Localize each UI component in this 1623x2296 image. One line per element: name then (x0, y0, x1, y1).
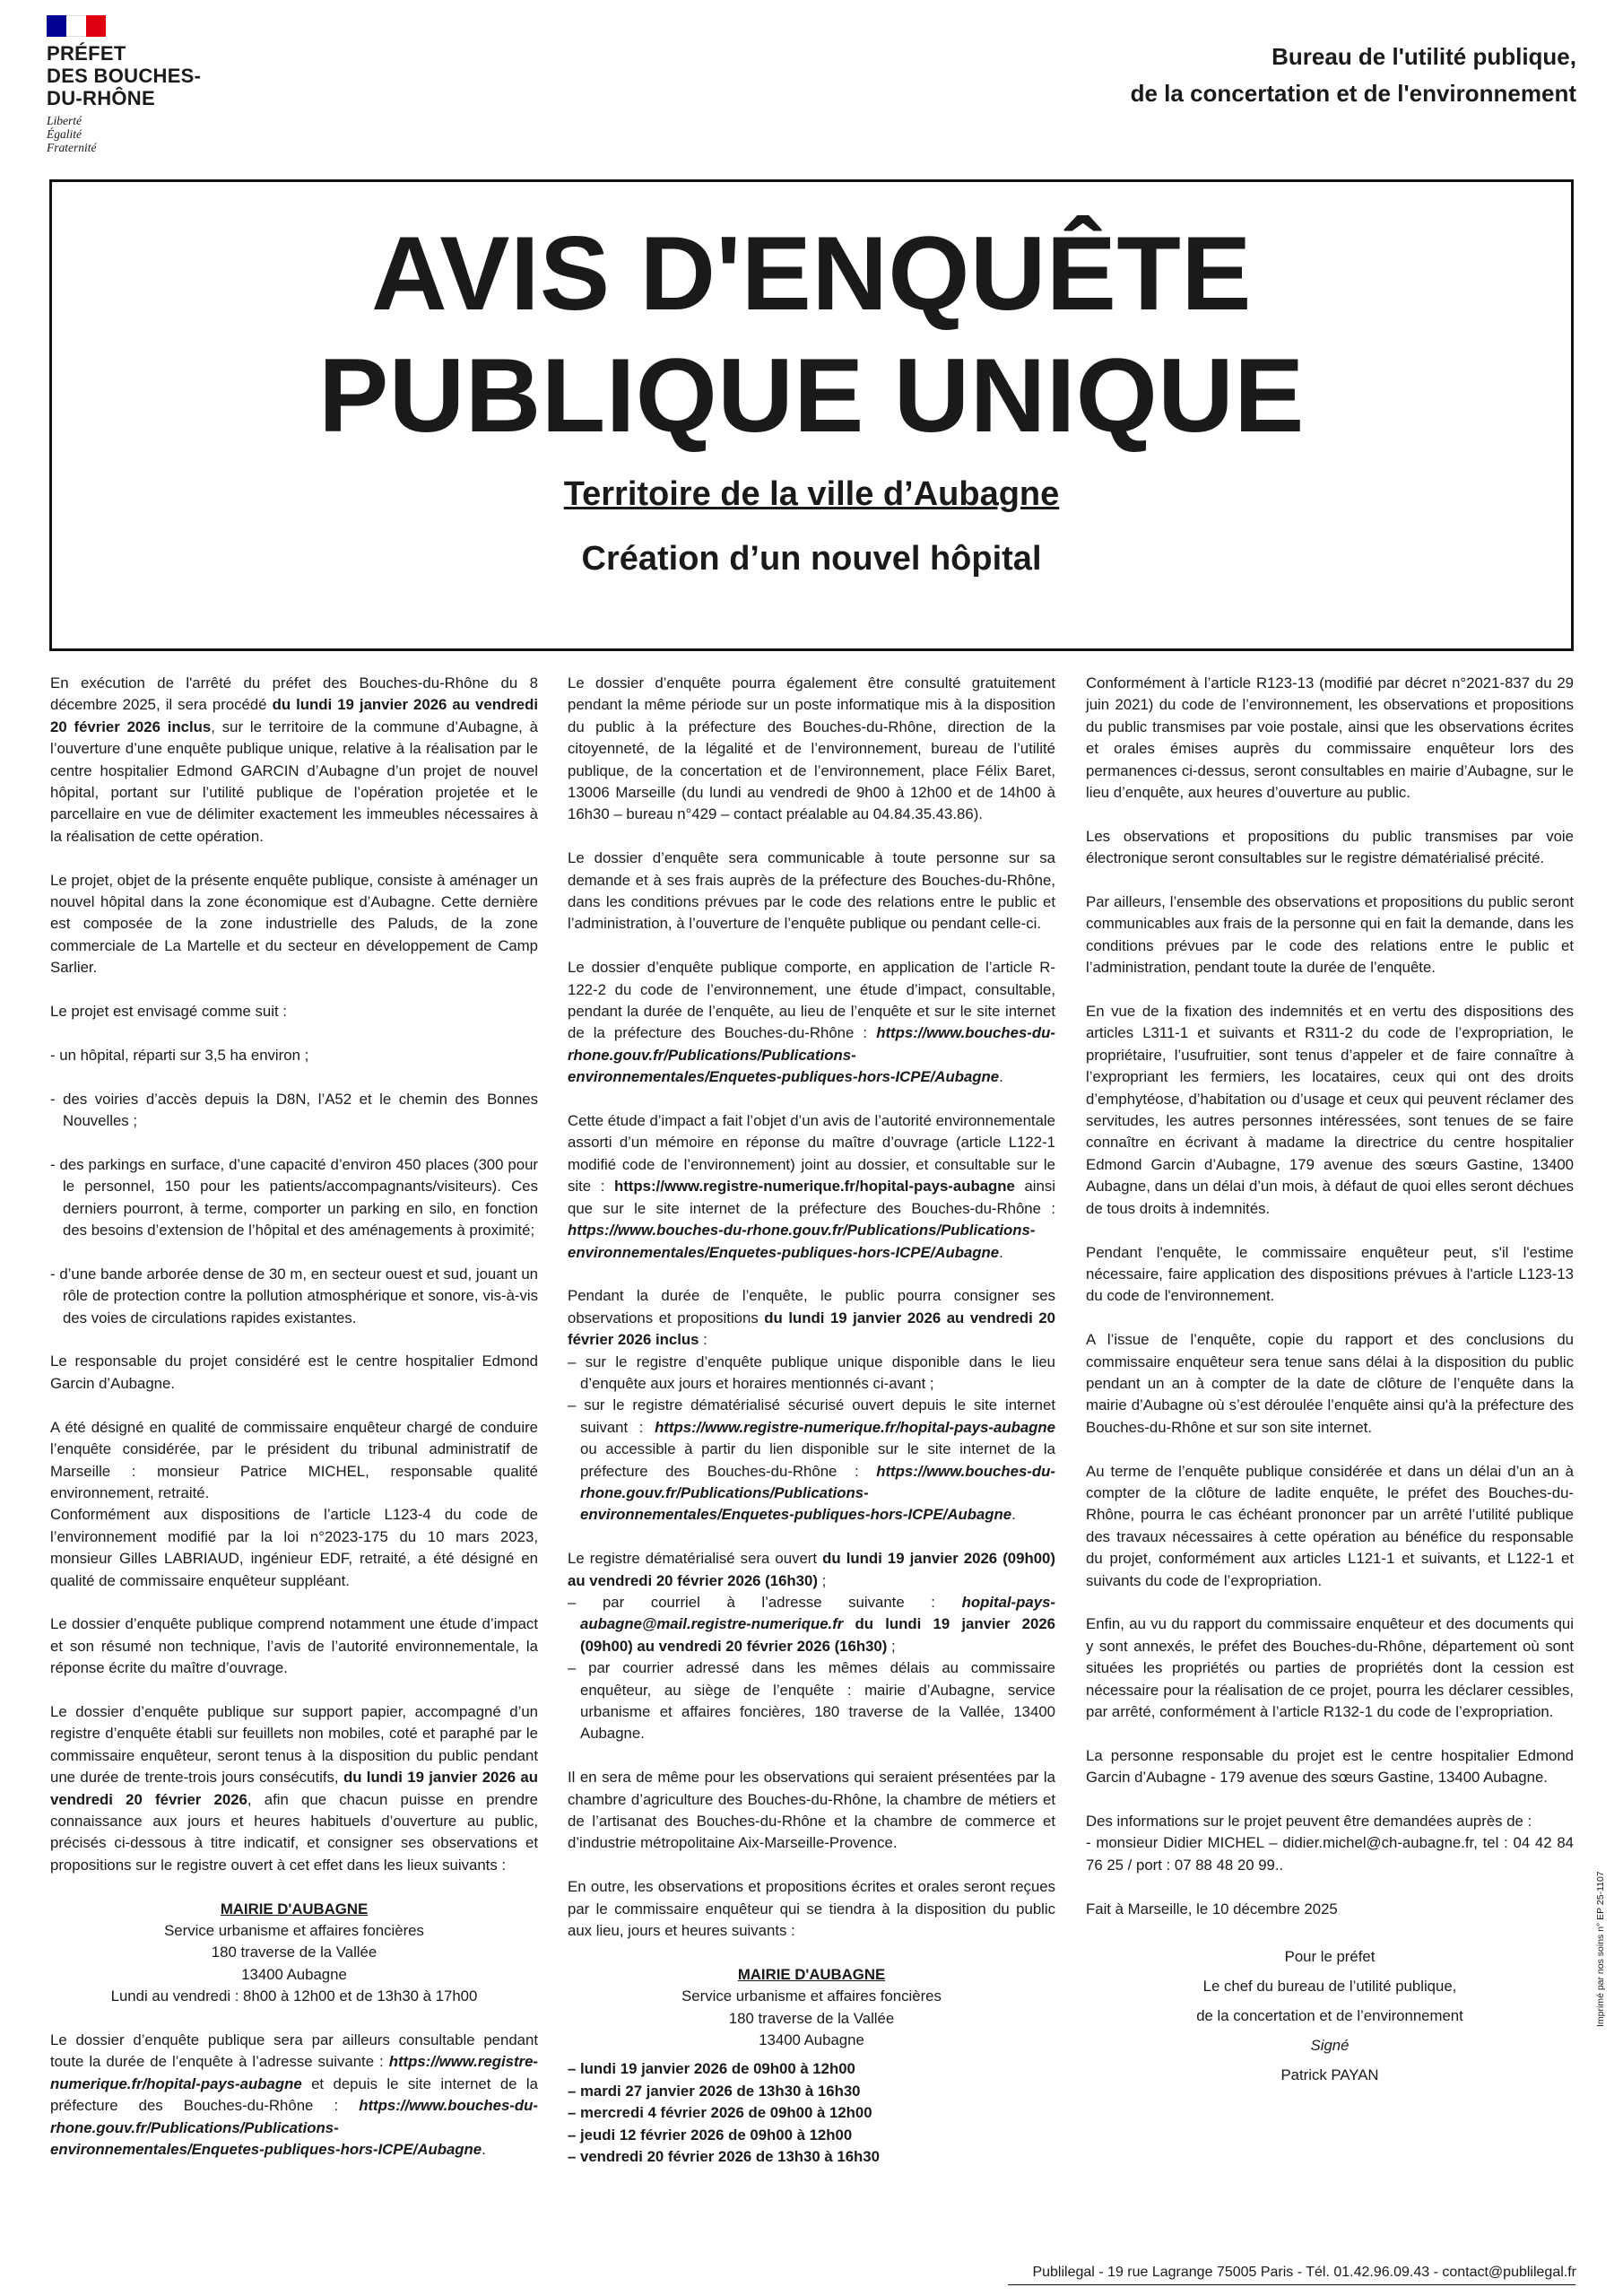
link[interactable]: https://www.bouches-du-rhone.gouv.fr/Publications/Publications-environnementales/Enquetes-publiques-hors-ICPE/Aubagne (568, 1222, 1036, 1261)
paragraph: Des informations sur le projet peuvent être demandées auprès de : (1086, 1812, 1532, 1830)
creation-subtitle: Création d’un nouvel hôpital (581, 540, 1042, 578)
link[interactable]: https://www.registre-numerique.fr/hopital-pays-aubagne (50, 2053, 538, 2092)
address-line: Service urbanisme et affaires foncières (164, 1921, 424, 1939)
prefet-logo-text: PRÉFET DES BOUCHES- DU-RHÔNE (47, 42, 202, 109)
column-1 (50, 673, 538, 2183)
list-item: - des parkings en surface, d’une capacité d’environ 450 places (300 pour le personnel, 150 pour les patients/accompagnants/visiteurs). Ces derniers pourront, à terme, comporter un parking en silo, en fonction des besoins d’extension de l’hôpital et des aménagements à proximité; (50, 1155, 538, 1239)
link[interactable]: https://www.bouches-du-rhone.gouv.fr/Publications/Publications-environnementales/Enquetes-publiques-hors-ICPE/Aubagne (568, 1024, 1055, 1086)
paragraph: Conformément aux dispositions de l’article L123-4 du code de l’environnement modifié par la loi n°2023-175 du 10 mars 2023, monsieur Gilles LABRIAUD, ingénieur EDF, retraité, a été désigné en qualité de commissaire enquêteur suppléant. (50, 1506, 538, 1589)
date-item: – vendredi 20 février 2026 de 13h30 à 16h30 (568, 2148, 880, 2166)
paragraph: Le projet est envisagé comme suit : (50, 1003, 287, 1021)
list-item: - d’une bande arborée dense de 30 m, en secteur ouest et sud, jouant un rôle de protection contre la pollution atmosphérique et sonore, vis-à-vis des voies de circulations rapides existantes. (50, 1265, 538, 1326)
paragraph: Au terme de l’enquête publique considérée et dans un délai d’un an à compter de la clôture de ladite enquête, le préfet des Bouches-du-Rhône, pourra le cas échéant prononcer par un arrêté l’utilité publique des travaux nécessaires à cette opération au bénéfice du responsable du projet, conformément aux articles L121-1 et suivants, et L122-1 et suivants du code de l’expropriation. (1086, 1462, 1574, 1589)
date-item: – mardi 27 janvier 2026 de 13h30 à 16h30 (568, 2082, 861, 2100)
opening-hours: Lundi au vendredi : 8h00 à 12h00 et de 13h30 à 17h00 (110, 1987, 478, 2005)
list-item: – par courrier adressé dans les mêmes délais au commissaire enquêteur, au siège de l’enquête : mairie d’Aubagne, service urbanisme et affaires foncières, 180 traverse de la Vallée, 13400 Aubagne. (568, 1659, 1055, 1743)
signature-line: Le chef du bureau de l’utilité publique, (1202, 1978, 1457, 1996)
paragraph: Le projet, objet de la présente enquête publique, consiste à aménager un nouvel hôpital dans la zone économique est d’Aubagne. Cette dernière est composée de la zone industrielle des Paluds, de la zone commerciale de La Martelle et du secteur en développement de Camp Sarlier. (50, 871, 538, 977)
mairie-title: MAIRIE D'AUBAGNE (220, 1900, 369, 1918)
paragraph: Le responsable du projet considéré est le centre hospitalier Edmond Garcin d’Aubagne. (50, 1352, 538, 1392)
marianne-flag-logo (47, 15, 106, 37)
signature-line: de la concertation et de l’environnement (1196, 2007, 1463, 2025)
address-line: 180 traverse de la Vallée (728, 2009, 895, 2027)
date-item: – mercredi 4 février 2026 de 09h00 à 12h00 (568, 2104, 872, 2122)
paragraph: Le dossier d’enquête pourra également être consulté gratuitement pendant la même période sur un poste informatique mis à la disposition du public à la préfecture des Bouches-du-Rhône, direction de la citoyenneté, de la légalité et de l’environnement, bureau de l’utilité publique, de la concertation et de l’environnement, place Félix Baret, 13006 Marseille (du lundi au vendredi de 9h00 à 12h00 et de 14h00 à 16h30 – bureau n°429 – contact préalable au 04.84.35.43.86). (568, 674, 1055, 823)
print-note: Imprimé par nos soins n° EP 25-1107 (1595, 1871, 1606, 2027)
address-line: Service urbanisme et affaires foncières (681, 1987, 942, 2005)
title-box (49, 179, 1574, 651)
paragraph: La personne responsable du projet est le centre hospitalier Edmond Garcin d’Aubagne - 179 avenue des sœurs Gastine, 13400 Aubagne. (1086, 1746, 1574, 1787)
paragraph: Pendant la durée de l’enquête, le public pourra consigner ses observations et propositions du lundi 19 janvier 2026 au vendredi 20 février 2026 inclus : (568, 1287, 1055, 1349)
territoire-subtitle: Territoire de la ville d’Aubagne (563, 475, 1060, 513)
list-item: - des voiries d’accès depuis la D8N, l’A52 et le chemin des Bonnes Nouvelles ; (50, 1090, 538, 1130)
paragraph: Conformément à l’article R123-13 (modifié par décret n°2021-837 du 29 juin 2021) du code de l’environnement, les observations et propositions du public transmises par voie postale, ainsi que les observations écrites et orales émises auprès du commissaire enquêteur lors des permanences ci-dessus, seront consultables en mairie d’Aubagne, sur le lieu d’enquête, aux heures d’ouverture au public. (1086, 674, 1574, 802)
paragraph: Le dossier d’enquête publique sur support papier, accompagné d’un registre d’enquête établi sur feuillets non mobiles, coté et paraphé par le commissaire enquêteur, seront tenus à la disposition du public pendant une durée de trente-trois jours consécutifs, du lundi 19 janvier 2026 au vendredi 20 février 2026, afin que chacun puisse en prendre connaissance aux jours et heures habituels d’ouverture au public, précisés ci-dessous à titre indicatif, et consigner ses observations et propositions sur le registre ouvert à cet effet dans les lieux suivants : (50, 1702, 539, 1874)
paragraph: Le dossier d’enquête sera communicable à toute personne sur sa demande et à ses frais auprès de la préfecture des Bouches-du-Rhône, dans les conditions prévues par le code des relations entre le public et l’administration, à l’ouverture de l’enquête publique ou pendant celle-ci. (568, 849, 1055, 933)
footer-divider (1008, 2284, 1575, 2285)
paragraph: Le dossier d’enquête publique sera par ailleurs consultable pendant toute la durée de l’enquête à l’adresse suivante : https://www.registre-numerique.fr/hopital-pays-aubagne et depuis le site internet de la préfecture des Bouches-du-Rhône : https://www.bouches-du-rhone.gouv.fr/Publications/Publications-environnementales/Enquetes-publiques-hors-ICPE/Aubagne. (50, 2031, 538, 2159)
column-2 (568, 673, 1055, 2169)
paragraph: En vue de la fixation des indemnités et en vertu des dispositions des articles L311-1 et suivants et R311-2 du code de l’expropriation, le propriétaire, l’usufruitier, sont tenus d’appeler et de faire connaître à l’expropriant les fermiers, les locataires, ceux qui ont des droits d’emphytéose, d’habitation ou d’usage et ceux qui peuvent réclamer des servitudes, les autres personnes intéressées, sont tenues de se faire connaître en écrivant à madame la directrice du centre hospitalier Edmond Garcin d’Aubagne, 179 avenue des sœurs Gastine, 13400 Aubagne, dans un délai d’un mois, à défaut de quoi elles seront déchues de tous droits à indemnités. (1086, 1003, 1574, 1217)
paragraph: Les observations et propositions du public transmises par voie électronique seront consultables sur le registre dématérialisé précité. (1086, 827, 1574, 867)
address-line: 13400 Aubagne (241, 1965, 347, 1983)
footer-publilegal: Publilegal - 19 rue Lagrange 75005 Paris - Tél. 01.42.96.09.43 - contact@publilegal.fr (1032, 2265, 1576, 2280)
link[interactable]: https://www.bouches-du-rhone.gouv.fr/Publications/Publications-environnementales/Enquetes-publiques-hors-ICPE/Aubagne (50, 2097, 538, 2159)
fait-a: Fait à Marseille, le 10 décembre 2025 (1086, 1900, 1338, 1918)
link[interactable]: https://www.registre-numerique.fr/hopital-pays-aubagne (613, 1178, 1015, 1196)
paragraph: Il en sera de même pour les observations qui seraient présentées par la chambre d’agriculture des Bouches-du-Rhône, la chambre de métiers et de l’artisanat des Bouches-du-Rhône et la chambre de commerce et d’industrie métropolitaine Aix-Marseille-Provence. (568, 1769, 1055, 1852)
list-item: - un hôpital, réparti sur 3,5 ha environ ; (50, 1046, 309, 1064)
paragraph: A été désigné en qualité de commissaire enquêteur chargé de conduire l’enquête considérée, par le président du tribunal administratif de Marseille : monsieur Patrice MICHEL, responsable qualité environnement, retraité. (50, 1418, 538, 1501)
paragraph: En outre, les observations et propositions écrites et orales seront reçues par le commissaire enquêteur qui se tiendra à la disposition du public aux lieu, jours et heures suivants : (568, 1878, 1055, 1940)
signature-line: Signé (1310, 2037, 1350, 2055)
date-item: – lundi 19 janvier 2026 de 09h00 à 12h00 (568, 2060, 855, 2078)
date-item: – jeudi 12 février 2026 de 09h00 à 12h00 (568, 2126, 853, 2144)
signature-block (1086, 1942, 1574, 2090)
paragraph: Par ailleurs, l’ensemble des observations et propositions du public seront communicables aux frais de la personne qui en fait la demande, dans les conditions prévues par le code des relations entre le public et l’administration, pendant toute la durée de l’enquête. (1086, 893, 1574, 977)
contact-line: - monsieur Didier MICHEL – didier.michel@ch-aubagne.fr, tel : 04 42 84 76 25 / port : 07 88 48 20 99.. (1086, 1834, 1574, 1874)
mairie-title: MAIRIE D'AUBAGNE (737, 1965, 886, 1983)
link[interactable]: https://www.bouches-du-rhone.gouv.fr/Publications/Publications-environnementales/Enquetes-publiques-hors-ICPE/Aubagne (580, 1462, 1055, 1524)
devise: Liberté Égalité Fraternité (47, 114, 97, 154)
address-line: 180 traverse de la Vallée (211, 1944, 378, 1961)
paragraph: Pendant l'enquête, le commissaire enquêteur peut, s'il l'estime nécessaire, faire application des dispositions prévues à l'article L123-13 du code de l'environnement. (1086, 1243, 1574, 1305)
address-line: 13400 Aubagne (759, 2031, 864, 2049)
list-item: – sur le registre dématérialisé sécurisé ouvert depuis le site internet suivant : https://www.registre-numerique.fr/hopital-pays-aubagne ou accessible à partir du lien disponible sur le site internet de la préfecture des Bouches-du-Rhône : https://www.bouches-du-rhone.gouv.fr/Publications/Publications-environnementales/Enquetes-publiques-hors-ICPE/Aubagne. (568, 1396, 1055, 1524)
paragraph: Le dossier d’enquête publique comprend notamment une étude d’impact et son résumé non technique, l’avis de l’autorité environnementale, la réponse écrite du maître d’ouvrage. (50, 1615, 538, 1677)
link[interactable]: hopital-pays-aubagne@mail.registre-numerique.fr (580, 1593, 1055, 1633)
signatory-name: Patrick PAYAN (1280, 2066, 1379, 2084)
list-item: – sur le registre d’enquête publique unique disponible dans le lieu d’enquête aux jours et horaires mentionnés ci-avant ; (568, 1352, 1055, 1392)
paragraph: Le registre dématérialisé sera ouvert du lundi 19 janvier 2026 (09h00) au vendredi 20 février 2026 (16h30) ; (568, 1550, 1055, 1589)
bureau-heading: Bureau de l'utilité publique, de la concertation et de l'environnement (1130, 43, 1576, 107)
paragraph: A l’issue de l’enquête, copie du rapport et des conclusions du commissaire enquêteur sera tenue sans délai à la disposition du public pendant un an à compter de la date de clôture de l’enquête dans la mairie d’Aubagne où s’est déroulée l’enquête ainsi qu'à la préfecture des Bouches-du-Rhône et sur son site internet. (1086, 1331, 1574, 1436)
link[interactable]: https://www.registre-numerique.fr/hopital-pays-aubagne (655, 1418, 1055, 1436)
list-item: – par courriel à l’adresse suivante : hopital-pays-aubagne@mail.registre-numerique.fr du lundi 19 janvier 2026 (09h00) au vendredi 20 février 2026 (16h30) ; (568, 1593, 1055, 1655)
column-3 (1086, 673, 1574, 2090)
paragraph: Cette étude d’impact a fait l’objet d’un avis de l’autorité environnementale assorti d’un mémoire en réponse du maître d’ouvrage (article L122-1 modifié code de l’environnement) joint au dossier, et consultable sur le site : https://www.registre-numerique.fr/hopital-pays-aubagne ainsi que sur le site internet de la préfecture des Bouches-du-Rhône : https://www.bouches-du-rhone.gouv.fr/Publications/Publications-environnementales/Enquetes-publiques-hors-ICPE/Aubagne. (568, 1112, 1055, 1261)
paragraph: Enfin, au vu du rapport du commissaire enquêteur et des documents qui y sont annexés, le préfet des Bouches-du-Rhône, département où sont situées les propriétés ou parties de propriétés dont la cession est nécessaire pour la réalisation de ce projet, pourra les déclarer cessibles, par arrêté, conformément à l’article R132-1 du code de l’expropriation. (1086, 1615, 1574, 1720)
paragraph: En exécution de l'arrêté du préfet des Bouches-du-Rhône du 8 décembre 2025, il sera procédé du lundi 19 janvier 2026 au vendredi 20 février 2026 inclus, sur le territoire de la commune d’Aubagne, à l’ouverture d’une enquête publique unique, relative à la réalisation par le centre hospitalier Edmond GARCIN d’Aubagne d’un projet de nouvel hôpital, portant sur l’utilité publique de l’opération projetée et le parcellaire en vue de délimiter exactement les immeubles nécessaires à la réalisation de cette opération. (50, 674, 538, 845)
permanence-dates (568, 2058, 1055, 2168)
paragraph: Le dossier d’enquête publique comporte, en application de l’article R-122-2 du code de l’environnement, une étude d’impact, consultable, pendant la durée de l’enquête, au lieu de l’enquête et sur le site internet de la préfecture des Bouches-du-Rhône : https://www.bouches-du-rhone.gouv.fr/Publications/Publications-environnementales/Enquetes-publiques-hors-ICPE/Aubagne. (568, 959, 1055, 1086)
notice-title: AVIS D'ENQUÊTE PUBLIQUE UNIQUE (318, 214, 1305, 454)
mairie-address-block (568, 1964, 1055, 2052)
signature-line: Pour le préfet (1284, 1948, 1376, 1966)
mairie-address-block (50, 1899, 538, 2008)
